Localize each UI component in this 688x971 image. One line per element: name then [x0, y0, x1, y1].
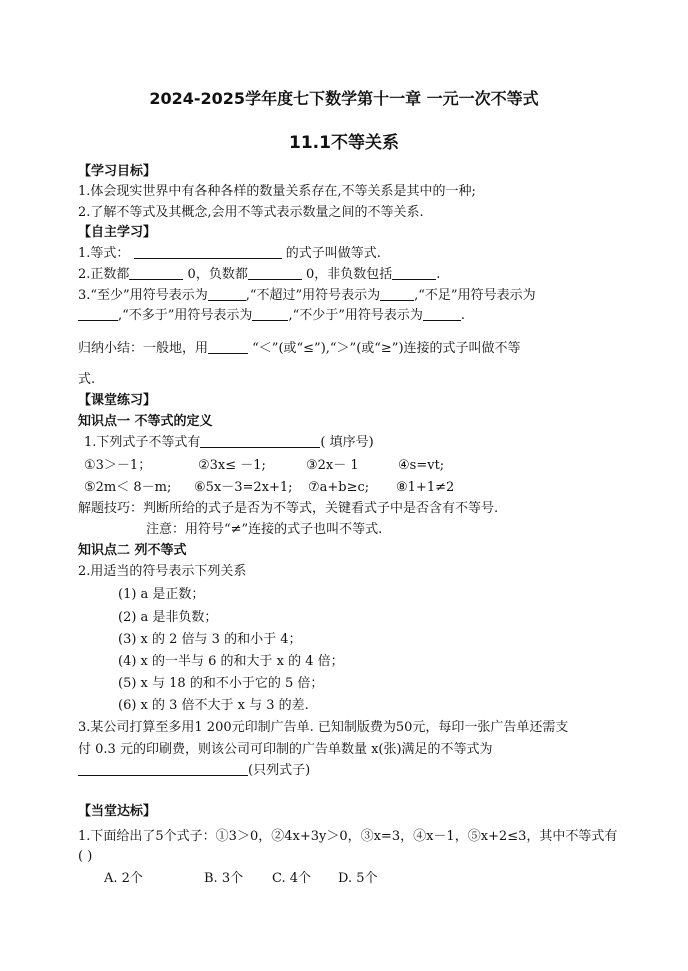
answer-blank[interactable]: [380, 287, 414, 301]
q1-text: 1.下列式子不等式有: [84, 435, 201, 450]
list-item: (2) a 是非负数；: [118, 610, 218, 625]
q2-text: 0，非负数包括: [305, 267, 393, 282]
q2-text: 2.正数都: [78, 267, 130, 282]
self-study-q2: [78, 266, 628, 284]
answer-blank[interactable]: [423, 307, 461, 321]
answer-blank[interactable]: [78, 762, 248, 776]
option-item: ②3x≤ －1;: [198, 458, 266, 473]
practice-q3-line2: 付 0.3 元的印刷费，则该公司可印制的广告单数量 x(张)满足的不等式为: [78, 742, 493, 757]
option-item: ⑥5x－3=2x+1;: [194, 480, 293, 495]
option-item: ④s=vt;: [398, 458, 445, 473]
q1-text-end: 的式子叫做等式.: [285, 246, 381, 261]
answer-blank[interactable]: [134, 245, 282, 259]
self-study-header: 【自主学习】: [78, 225, 157, 240]
q1-text: ( 填序号): [320, 435, 374, 450]
summary-end: 式.: [78, 372, 96, 387]
option-item: ⑤2m＜ 8－m;: [84, 480, 172, 495]
list-item: (1) a 是正数；: [118, 587, 205, 602]
page-title: 2024-2025学年度七下数学第十一章 一元一次不等式: [149, 89, 539, 108]
answer-blank[interactable]: [208, 340, 248, 354]
q3-text: (只列式子): [248, 763, 311, 778]
q3-text: .: [460, 308, 466, 323]
q2-text: 0，负数都: [187, 267, 248, 282]
q3-text: ,“不超过”用符号表示为: [245, 288, 381, 303]
goal-item: 1.体会现实世界中有各种各样的数量关系存在,不等关系是其中的一种;: [78, 184, 476, 199]
self-study-q3-cont: [78, 307, 628, 325]
note: 注意：用符号“≠”连接的式子也叫不等式.: [146, 522, 383, 537]
option-item: ①3＞－1；: [84, 458, 152, 473]
practice-q3-line1: 3.某公司打算至多用1 200元印制广告单. 已知制版费为50元，每印一张广告单还需支: [78, 720, 569, 735]
answer-blank[interactable]: [200, 434, 320, 448]
self-study-q1: [78, 245, 628, 263]
knowledge-point-2: 知识点二 列不等式: [78, 543, 187, 558]
self-study-q3: [78, 287, 628, 305]
q3-text: ,“不多于”用符号表示为: [118, 308, 253, 323]
choice-c: C. 4个: [272, 871, 312, 886]
answer-blank[interactable]: [252, 307, 288, 321]
practice-header: 【课堂练习】: [78, 393, 157, 408]
answer-blank[interactable]: [208, 287, 246, 301]
list-item: (5) x 与 18 的和不小于它的 5 倍；: [118, 676, 324, 691]
q2-text: .: [436, 267, 441, 282]
summary-text: “＜”(或“≤”),“＞”(或“≥”)连接的式子叫做不等: [252, 341, 521, 356]
list-item: (3) x 的 2 倍与 3 的和小于 4；: [118, 632, 302, 647]
summary: [78, 340, 628, 358]
list-item: (6) x 的 3 倍不大于 x 与 3 的差.: [118, 698, 309, 713]
practice-q3-line3: [78, 762, 628, 780]
practice-q1: [84, 434, 628, 452]
list-item: (4) x 的一半与 6 的和大于 x 的 4 倍；: [118, 654, 344, 669]
q3-text: ,“不少于”用符号表示为: [288, 308, 423, 323]
option-item: ⑧1+1≠2: [396, 480, 455, 495]
quiz-header: 【当堂达标】: [78, 804, 157, 819]
knowledge-point-1: 知识点一 不等式的定义: [78, 414, 213, 429]
option-item: ⑦a+b≥c;: [308, 480, 370, 495]
quiz-q1-line1: 1.下面给出了5个式子：①3＞0，②4x+3y＞0，③x=3，④x－1，⑤x+2≤3，其中不等式有: [78, 829, 618, 844]
choice-d: D. 5个: [338, 871, 378, 886]
choice-b: B. 3个: [204, 871, 244, 886]
q1-text-start: 1.等式：: [78, 246, 130, 261]
goal-item: 2.了解不等式及其概念,会用不等式表示数量之间的不等关系.: [78, 205, 424, 220]
section-title: 11.1不等关系: [289, 133, 399, 153]
answer-blank[interactable]: [392, 266, 436, 280]
summary-text: 归纳小结：一般地，用: [78, 341, 209, 356]
q3-text: 3.“至少”用符号表示为: [78, 288, 208, 303]
choice-a: A. 2个: [104, 871, 143, 886]
answer-blank[interactable]: [248, 266, 302, 280]
answer-blank[interactable]: [78, 307, 118, 321]
goals-header: 【学习目标】: [78, 164, 157, 179]
solving-tip: 解题技巧：判断所给的式子是否为不等式，关键看式子中是否含有不等号.: [78, 501, 499, 516]
q3-text: ,“不足”用符号表示为: [414, 288, 536, 303]
quiz-q1-line2: ( ): [78, 849, 93, 864]
practice-q2: 2.用适当的符号表示下列关系: [78, 564, 247, 579]
option-item: ③2x－ 1: [306, 458, 359, 473]
answer-blank[interactable]: [129, 266, 183, 280]
